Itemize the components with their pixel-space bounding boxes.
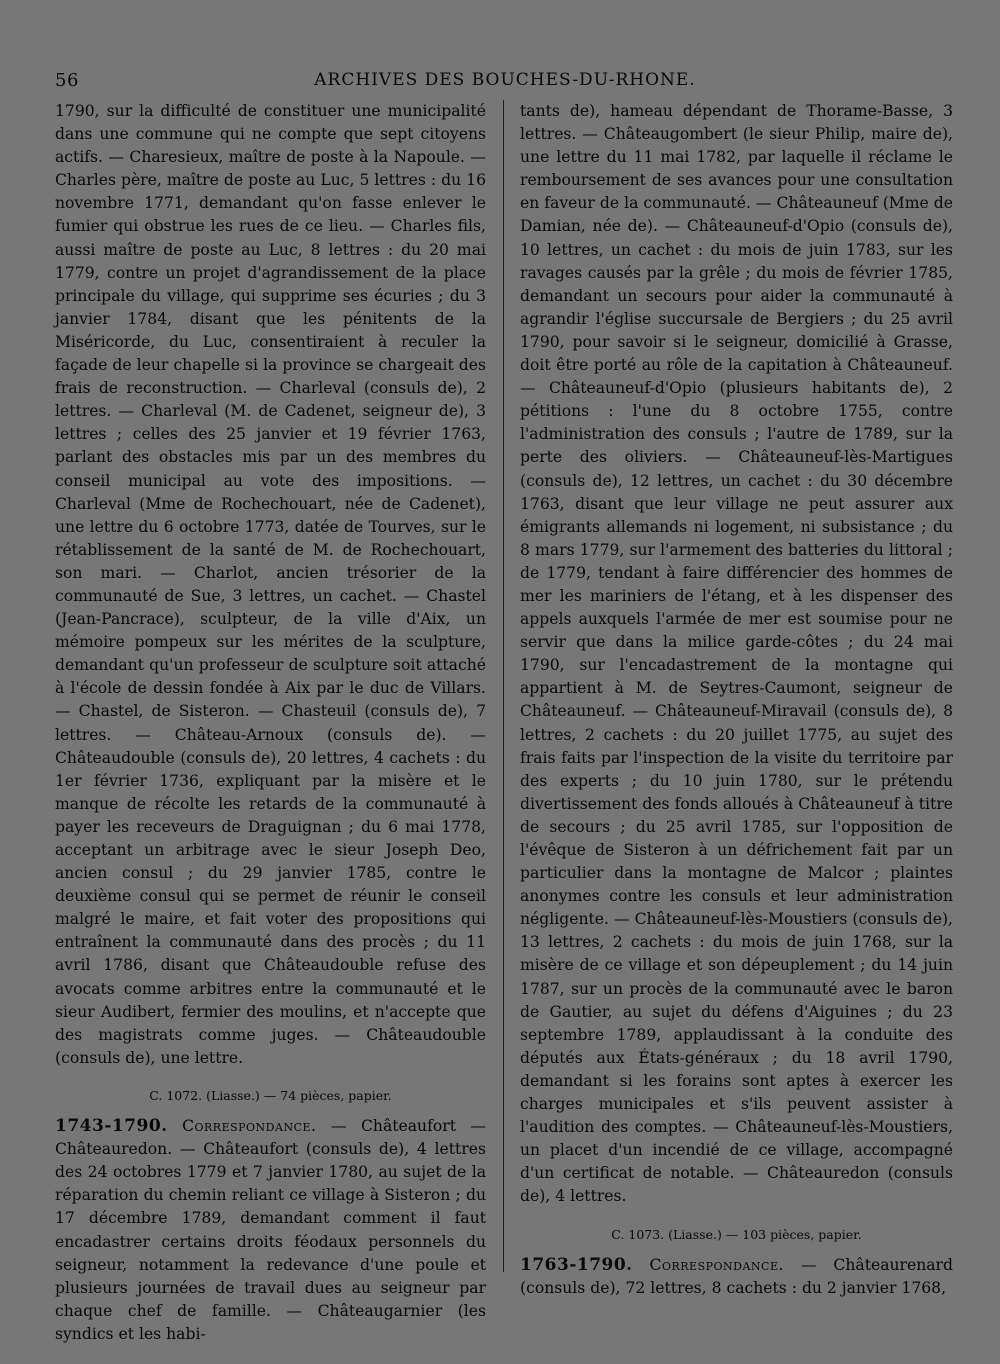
left-column — [55, 100, 486, 1346]
entry-date-c1072: 1743-1790. — [55, 1116, 168, 1137]
entry-type-c1073: Correspondance. — [649, 1255, 784, 1274]
entry-text-c1072: — Châteaufort — Châteauredon. — Châteaufort (consuls de), 4 lettres des 24 octobres 1779 et 7 janvier 1780, au sujet de la réparation du chemin reliant ce village à Sisteron ; du 17 décembre 1789, demandant comment il faut encadastrer certains droits féodaux personnels du seigneur, notamment la redevance d'une poule et plusieurs journées de travail dues au seigneur par chaque chef de famille. — Châteaugarnier (les syndics et les habi- — [55, 1117, 486, 1343]
right-paragraph-2 — [520, 1254, 953, 1300]
entry-text-c1073: — Châteaurenard (consuls de), 72 lettres, 8 cachets : du 2 janvier 1768, — [520, 1255, 953, 1297]
entry-date-c1073: 1763-1790. — [520, 1254, 633, 1275]
page-number: 56 — [55, 70, 79, 91]
entry-type-c1072: Correspondance. — [182, 1117, 317, 1136]
archive-reference-c1073: C. 1073. (Liasse.) — 103 pièces, papier. — [611, 1226, 862, 1242]
column-divider — [503, 100, 504, 1272]
right-paragraph-1: tants de), hameau dépendant de Thorame-Basse, 3 lettres. — Châteaugombert (le sieur Philip, maire de), une lettre du 11 mai 1782, par laquelle il réclame le remboursement de ses avances pour une consultation en faveur de la communauté. — Châteauneuf (Mme de Damian, née de). — Châteauneuf-d'Opio (consuls de), 10 lettres, un cachet : du mois de juin 1783, sur les ravages causés par la grêle ; du mois de février 1785, demandant un secours pour aider la communauté à agrandir l'église succursale de Bergiers ; du 25 avril 1790, pour savoir si le seigneur, domicilié à Grasse, doit être porté au rôle de la capitation à Châteauneuf. — Châteauneuf-d'Opio (plusieurs habitants de), 2 pétitions : l'une du 8 octobre 1755, contre l'administration des consuls ; l'autre de 1789, sur la perte des oliviers. — Châteauneuf-lès-Martigues (consuls de), 12 lettres, un cachet : du 30 décembre 1763, disant que leur village ne peut assurer aux émigrants allemands ni logement, ni subsistance ; du 8 mars 1779, sur l'armement des batteries du littoral ; de 1779, tendant à faire différencier des hommes de mer les mariniers de l'étang, et à les dispenser des appels auxquels l'armée de mer est soumise pour ne servir que dans la milice garde-côtes ; du 24 mai 1790, sur l'encadastrement de la montagne qui appartient à M. de Seytres-Caumont, seigneur de Châteauneuf. — Châteauneuf-Miravail (consuls de), 8 lettres, 2 cachets : du 20 juillet 1775, au sujet des frais faits par l'inspection de la visite du territoire par des experts ; du 10 juin 1780, sur le prétendu divertissement des fonds alloués à Châteauneuf à titre de secours ; du 25 avril 1785, sur l'opposition de l'évêque de Sisteron à un défrichement fait par un particulier dans la montagne de Malcor ; plaintes anonymes contre les consuls et leur administration négligente. — Châteauneuf-lès-Moustiers (consuls de), 13 lettres, 2 cachets : du mois de juin 1768, sur la misère de ce village et son dépeuplement ; du 14 juin 1787, sur un procès de la communauté avec le baron de Gautier, au sujet du défens d'Aiguines ; du 23 septembre 1789, applaudissant à la conduite des députés aux États-généraux ; du 18 avril 1790, demandant si les forains sont aptes à exercer les charges municipales et s'ils peuvent assister à l'audition des comptes. — Châteauneuf-lès-Moustiers, un placet d'un incendié de ce village, accompagné d'un certificat de notable. — Châteauredon (consuls de), 4 lettres. — [520, 102, 953, 1206]
running-title: ARCHIVES DES BOUCHES-DU-RHONE. — [314, 70, 696, 90]
right-column — [520, 100, 953, 1300]
left-paragraph-2 — [55, 1115, 486, 1346]
left-paragraph-1: 1790, sur la difficulté de constituer une municipalité dans une commune qui ne compte que sept citoyens actifs. — Charesieux, maître de poste à la Napoule. — Charles père, maître de poste au Luc, 5 lettres : du 16 novembre 1771, demandant qu'on fasse enlever le fumier qui obstrue les rues de ce lieu. — Charles fils, aussi maître de poste au Luc, 8 lettres : du 20 mai 1779, contre un projet d'agrandissement de la place principale du village, qui supprime ses écuries ; du 3 janvier 1784, disant que les pénitents de la Miséricorde, du Luc, consentiraient à reculer la façade de leur chapelle si la province se chargeait des frais de reconstruction. — Charleval (consuls de), 2 lettres. — Charleval (M. de Cadenet, seigneur de), 3 lettres ; celles des 25 janvier et 19 février 1763, parlant des obstacles mis par un des membres du conseil municipal au vote des impositions. — Charleval (Mme de Rochechouart, née de Cadenet), une lettre du 6 octobre 1773, datée de Tourves, sur le rétablissement de la santé de M. de Rochechouart, son mari. — Charlot, ancien trésorier de la communauté de Sue, 3 lettres, un cachet. — Chastel (Jean-Pancrace), sculpteur, de la ville d'Aix, un mémoire pompeux sur les mérites de la sculpture, demandant qu'un professeur de sculpture soit attaché à l'école de dessin fondée à Aix par le duc de Villars. — Chastel, de Sisteron. — Chasteuil (consuls de), 7 lettres. — Château-Arnoux (consuls de). — Châteaudouble (consuls de), 20 lettres, 4 cachets : du 1er février 1736, expliquant par la misère et le manque de récolte les retards de la communauté à payer les receveurs de Draguignan ; du 6 mai 1778, acceptant un arbitrage avec le sieur Joseph Deo, ancien consul ; du 29 janvier 1785, contre le deuxième consul qui se permet de réunir le conseil malgré le maire, et fait voter des propositions qui entraînent la communauté dans des procès ; du 11 avril 1786, disant que Châteaudouble refuse des avocats comme arbitres entre la communauté et le sieur Audibert, fermier des moulins, et n'accepte que des magistrats comme juges. — Châteaudouble (consuls de), une lettre. — [55, 102, 486, 1067]
archive-reference-c1072: C. 1072. (Liasse.) — 74 pièces, papier. — [149, 1087, 392, 1103]
